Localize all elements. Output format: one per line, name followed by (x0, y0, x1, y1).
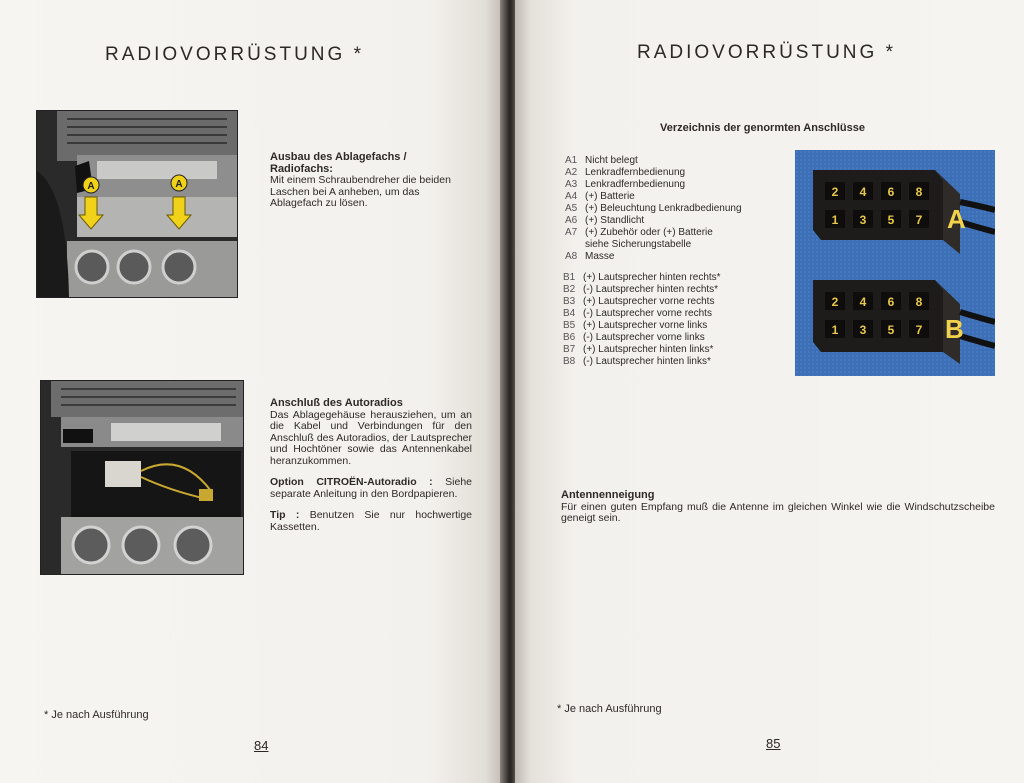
pin-code: B2 (563, 284, 576, 295)
pin-row (565, 191, 805, 203)
pin-code: A7 (565, 227, 578, 238)
page-title: RADIOVORRÜSTUNG * (637, 42, 896, 63)
pin-list-a (565, 155, 805, 263)
pin-description: Lenkradfernbedienung (585, 167, 686, 178)
section-heading: Ausbau des Ablagefachs / Radiofachs: (270, 151, 407, 175)
option-label: Option CITROËN-Autoradio : (270, 476, 433, 488)
pin-description: (+) Batterie (585, 191, 635, 202)
connector-a-letter: A (947, 204, 966, 234)
pin-code: B5 (563, 320, 576, 331)
pin-description: (+) Beleuchtung Lenkradbedienung (585, 203, 742, 214)
pin-number: 1 (831, 323, 839, 337)
marker-a-left: A (87, 181, 95, 192)
tip-label: Tip : (270, 509, 300, 521)
pin-number: 3 (859, 213, 867, 227)
pin-row (565, 179, 805, 191)
pin-code: A6 (565, 215, 578, 226)
pin-description: Lenkradfernbedienung (585, 179, 686, 190)
connector-b-letter: B (945, 314, 964, 344)
pin-number: 4 (859, 295, 867, 309)
connector-photo (795, 150, 995, 376)
marker-a-right: A (175, 179, 183, 190)
pin-row (565, 227, 805, 239)
pin-number: 4 (859, 185, 867, 199)
antenna-paragraph: Für einen guten Empfang muß die Antenne im gleichen Winkel wie die Windschutzscheibe geneigt sein. (561, 500, 995, 524)
pin-number: 2 (831, 185, 839, 199)
pin-description: (+) Lautsprecher vorne rechts (583, 296, 715, 307)
connector-list-heading: Verzeichnis der genormten Anschlüsse (660, 122, 865, 134)
pin-code: B7 (563, 344, 576, 355)
pin-description: (-) Lautsprecher hinten links* (583, 356, 711, 367)
antenna-heading: Antennenneigung (561, 489, 655, 501)
pin-code: B6 (563, 332, 576, 343)
pin-code: B1 (563, 272, 576, 283)
pin-description: (+) Lautsprecher vorne links (583, 320, 708, 331)
pin-number: 3 (859, 323, 867, 337)
pin-row (563, 356, 803, 368)
dashboard-illustration (37, 111, 237, 297)
pin-description: (+) Zubehör oder (+) Batterie (585, 227, 713, 238)
pin-code: B8 (563, 356, 576, 367)
pin-description: Masse (585, 251, 615, 262)
pin-number: 6 (887, 185, 895, 199)
footnote: * Je nach Ausführung (44, 709, 149, 721)
section-paragraph: Das Ablagegehäuse herausziehen, um an die Kabel und Verbindungen für den Anschluß des Autoradios, der Lautsprecher und Hochtöner sowie das Antennenkabel heranzukommen. (270, 408, 472, 467)
pin-row (565, 203, 805, 215)
pin-row (563, 272, 803, 284)
pin-number: 1 (831, 213, 839, 227)
pin-number: 6 (887, 295, 895, 309)
pin-number: 8 (915, 295, 923, 309)
pin-row (563, 320, 803, 332)
dashboard-photo-removal (36, 110, 238, 298)
pin-row (563, 344, 803, 356)
page-title: RADIOVORRÜSTUNG * (105, 44, 364, 65)
pin-number: 8 (915, 185, 923, 199)
pin-description: (+) Standlicht (585, 215, 645, 226)
pin-number: 2 (831, 295, 839, 309)
antenna-section (561, 490, 995, 525)
pin-row (565, 167, 805, 179)
page-number: 84 (254, 738, 269, 753)
pin-row (563, 296, 803, 308)
pin-description: (-) Lautsprecher vorne links (583, 332, 705, 343)
page-number: 85 (766, 736, 781, 751)
pin-code: A4 (565, 191, 578, 202)
pin-number: 5 (887, 213, 895, 227)
pin-row (563, 332, 803, 344)
pin-row (563, 308, 803, 320)
right-page (515, 0, 1024, 783)
pin-description: (+) Lautsprecher hinten rechts* (583, 272, 721, 283)
pin-number: 7 (915, 323, 923, 337)
pin-description: (+) Lautsprecher hinten links* (583, 344, 714, 355)
compartment-illustration (41, 381, 243, 574)
section-removal (270, 152, 470, 210)
pin-code: A1 (565, 155, 578, 166)
connector-illustration (795, 150, 995, 376)
tip-block (270, 510, 472, 533)
pin-description: (-) Lautsprecher vorne rechts (583, 308, 712, 319)
pin-description: siehe Sicherungstabelle (585, 239, 692, 250)
pin-row (565, 239, 805, 251)
footnote: * Je nach Ausführung (557, 703, 662, 715)
pin-row (565, 215, 805, 227)
pin-code: A2 (565, 167, 578, 178)
pin-description: (-) Lautsprecher hinten rechts* (583, 284, 719, 295)
section-paragraph: Mit einem Schraubendreher die beiden Laschen bei A anheben, um das Ablagefach zu lösen. (270, 174, 451, 209)
pin-code: A3 (565, 179, 578, 190)
pin-code: B3 (563, 296, 576, 307)
pin-code: A8 (565, 251, 578, 262)
pin-row (565, 155, 805, 167)
pin-row (565, 251, 805, 263)
dashboard-photo-connection (40, 380, 244, 575)
left-page (0, 0, 505, 783)
option-text: Siehe separate Anleitung in den Bordpapieren. (270, 476, 472, 500)
pin-code: B4 (563, 308, 576, 319)
pin-row (563, 284, 803, 296)
pin-number: 5 (887, 323, 895, 337)
pin-list-b (563, 272, 803, 368)
section-connection (270, 398, 472, 533)
pin-description: Nicht belegt (585, 155, 638, 166)
tip-text: Benutzen Sie nur hochwertige Kassetten. (270, 509, 472, 533)
pin-number: 7 (915, 213, 923, 227)
pin-code: A5 (565, 203, 578, 214)
section-heading: Anschluß des Autoradios (270, 397, 403, 409)
option-block (270, 477, 472, 500)
